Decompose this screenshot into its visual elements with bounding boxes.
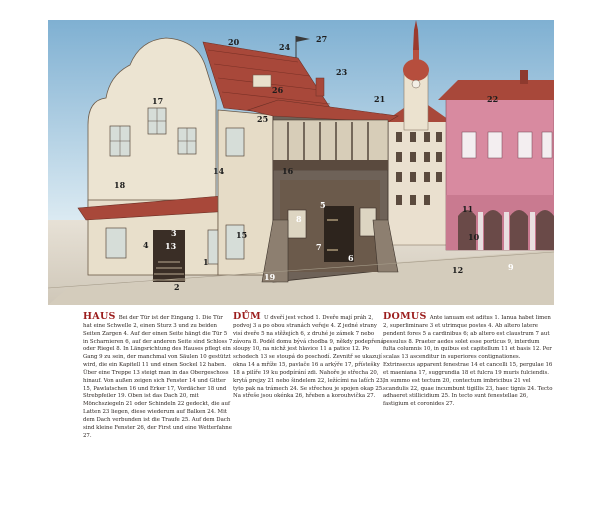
marker: 5 [320,200,326,210]
marker: 16 [282,166,294,176]
column-title: DŮM [233,311,261,322]
text-columns [83,313,553,513]
house-illustration [48,20,554,305]
marker: 2 [174,282,180,292]
marker: 7 [316,242,322,252]
marker: 3 [171,228,177,238]
marker: 11 [462,204,474,214]
marker: 19 [264,272,276,282]
marker: 24 [279,42,291,52]
marker: 20 [228,37,240,47]
marker: 10 [468,232,480,242]
marker: 9 [508,262,514,272]
marker: 22 [487,94,499,104]
marker: 1 [203,257,209,267]
marker: 26 [272,85,284,95]
column-text: U dveří jest vchod 1. Dveře mají práh 2, podvoj 3 a po obou stranách veřeje 4. Z jedné strany visí dveře 5 na stěžejích 6, z druhé je zámek 7 nebo závora 8. Podél domu bývá chodba 9, někdy podepřená sloupy 10, na nichž jest hlavice 11 a patice 12. Po schodech 13 se stoupá do poschodí. Zevnitř se ukazují okna 14 a mříže 15, pavlače 16 a arkýře 17, přístešky 18 a pilíře 19 ku podpírání zdi. Nahoře je střecha 20, krytá prejzy 21 nebo šindelem 22, ležícími na laťích 23, tyto pak na trámech 24. Se střechou je spojen okap 25. Na střeše jsou okénka 26, hřeben a korouhvička 27. [233,315,385,400]
marker: 18 [114,180,126,190]
marker: 8 [296,214,302,224]
column-dum [233,313,385,401]
column-title: DOMUS [383,311,427,322]
column-text: Bei der Tür ist der Eingang 1. Die Tür hat eine Schwelle 2, einen Sturz 3 und zu beiden Seiten Zargen 4. Auf der einen Seite hängt die Tür 5 in Scharnieren 6, auf der anderen Seite sind Schloss 7 oder Riegel 8. In Längsrichtung des Hauses pflegt ein Gang 9 zu sein, der manchmal von Säulen 10 gestützt wird, die ein Kapitell 11 und einen Sockel 12 haben. Über eine Treppe 13 steigt man in das Obergeschoss hinauf. Von außen zeigen sich Fenster 14 und Gitter 15, Pawlatschen 16 und Erker 17, Vordächer 18 und Strebpfeiler 19. Oben ist das Dach 20, mit Mönchsziegeln 21 oder Schindeln 22 gedeckt, die auf Latten 23 liegen, diese wiederum auf Balken 24. Mit dem Dach verbunden ist die Traufe 25. Auf dem Dach sind kleine Fenster 26, der First und eine Wetterfahne 27. [83,315,233,439]
column-haus [83,313,233,441]
marker: 25 [257,114,269,124]
marker: 6 [348,253,354,263]
marker: 17 [152,96,164,106]
marker: 4 [143,240,149,250]
marker: 23 [336,67,348,77]
marker: 14 [213,166,225,176]
marker: 12 [452,265,464,275]
marker: 27 [316,34,328,44]
marker: 21 [374,94,386,104]
marker: 15 [236,230,248,240]
column-domus [383,313,553,409]
column-text: Ante ianuam est aditus 1. Ianua habet limen 2, superliminare 3 et utrimque postes 4. Ab altero latere pendent fores 5 a cardinibus 6; ab altero est claustrum 7 aut pessulus 8. Praeter aedes solet esse porticus 9, interdum fulta columnis 10, in quibus est capitellum 11 et basis 12. Per scalas 13 ascenditur in superiores contignationes. Extrinsecus apparent fenestrae 14 et cancelli 15, pergulae 16 et maeniana 17, suggrundia 18 et fulcra 19 muris fulciendis. In summo est tectum 20, contectum imbricibus 21 vel scandulis 22, quae incumbunt tigillis 23, haec tignis 24. Tecto adhaeret stillicidium 25. In tecto sunt fenestellae 26, fastigium et coronides 27. [383,315,553,408]
marker: 13 [165,241,177,251]
column-title: HAUS [83,311,116,322]
